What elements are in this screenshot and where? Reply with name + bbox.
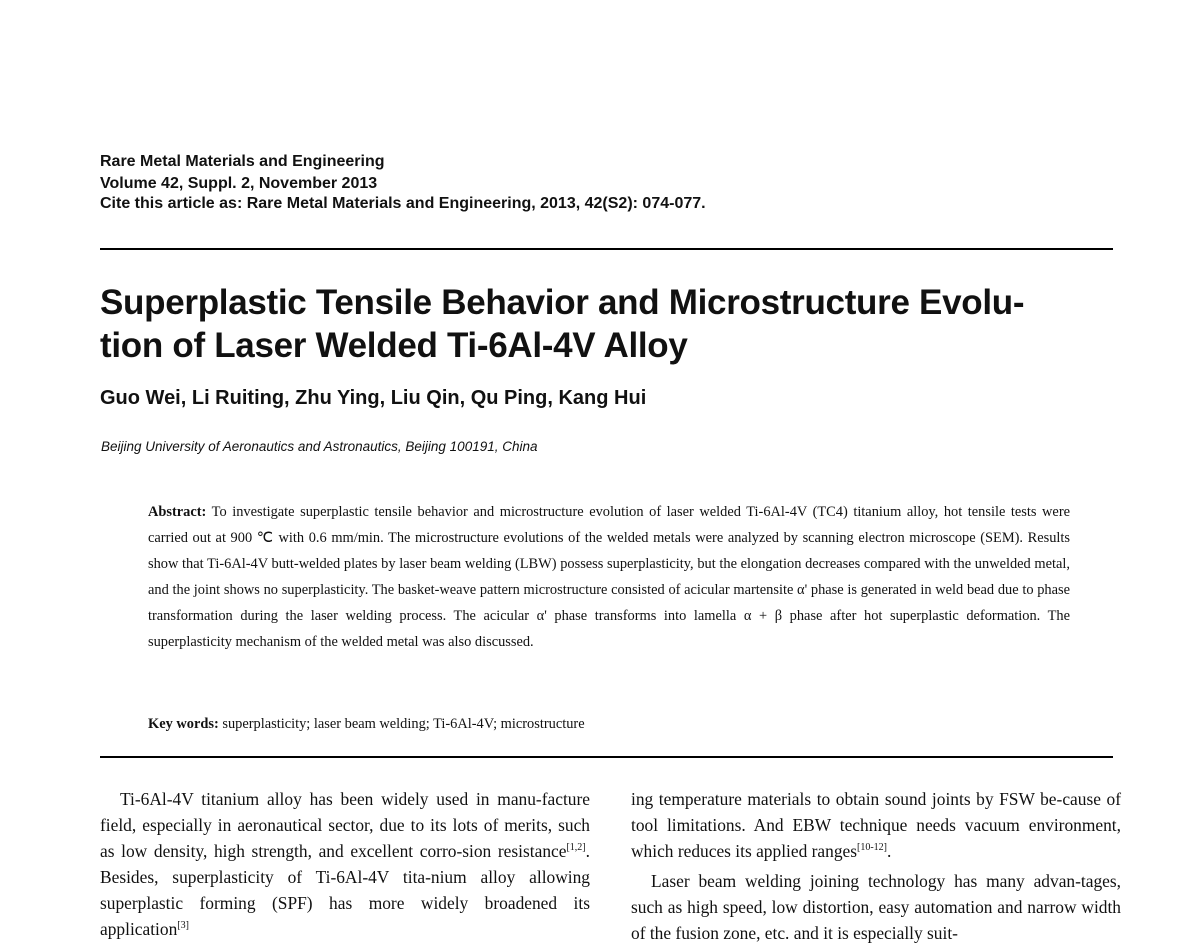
affiliation: Beijing University of Aeronautics and Astronautics, Beijing 100191, China xyxy=(101,439,538,454)
right-paragraph-text-1: ing temperature materials to obtain sound joints by FSW be-cause of tool limitations. And EBW technique needs vacuum environment, which reduces its applied ranges xyxy=(631,789,1121,861)
abstract-label: Abstract: xyxy=(148,504,207,520)
body-column-left xyxy=(100,786,590,942)
left-paragraph-text-2: . Besides, superplasticity of Ti-6Al-4V tita-nium alloy allowing superplastic forming (SPF) has more widely broadened its application xyxy=(100,841,590,939)
right-paragraph-2: Laser beam welding joining technology has many advan-tages, such as high speed, low distortion, easy automation and narrow width of the fusion zone, etc. and it is especially suit- xyxy=(631,871,1121,943)
abstract xyxy=(148,499,1070,655)
article-title xyxy=(100,281,1120,367)
journal-name: Rare Metal Materials and Engineering xyxy=(100,153,385,170)
journal-volume: Volume 42, Suppl. 2, November 2013 xyxy=(100,175,378,192)
keywords-text: superplasticity; laser beam welding; Ti-6Al-4V; microstructure xyxy=(222,716,585,732)
title-line-2: tion of Laser Welded Ti-6Al-4V Alloy xyxy=(100,326,688,365)
citation-ref: [10-12] xyxy=(857,842,888,854)
abstract-text: To investigate superplastic tensile behavior and microstructure evolution of laser welded Ti-6Al-4V (TC4) titanium alloy, hot tensile tests were carried out at 900 ℃ with 0.6 mm/min. The microstructure evolutions of the welded metals were analyzed by scanning electron microscope (SEM). Results show that Ti-6Al-4V butt-welded plates by laser beam welding (LBW) possess superplasticity, but the elongation decreases compared with the unwelded metal, and the joint shows no superplasticity. The basket-weave pattern microstructure consisted of acicular martensite α' phase is generated in weld bead due to phase transformation during the laser welding process. The acicular α' phase transforms into lamella α + β phase after hot superplastic deformation. The superplasticity mechanism of the welded metal was also discussed. xyxy=(148,504,1070,650)
author-list: Guo Wei, Li Ruiting, Zhu Ying, Liu Qin, Qu Ping, Kang Hui xyxy=(100,387,647,409)
keywords-label: Key words: xyxy=(148,716,219,732)
body-column-right xyxy=(631,786,1121,946)
citation-ref: [3] xyxy=(177,920,189,932)
keywords xyxy=(148,716,585,733)
citation-ref: [1,2] xyxy=(566,842,586,854)
header-divider xyxy=(100,248,1113,250)
right-paragraph-1: ing temperature materials to obtain sound joints by FSW be-cause of tool limitations. And EBW technique needs vacuum environment, which reduces its applied ranges[10-12]. xyxy=(631,789,1121,861)
left-paragraph xyxy=(100,786,590,942)
left-paragraph-text-1: Ti-6Al-4V titanium alloy has been widely used in manu-facture field, especially in aeronautical sector, due to its lots of merits, such as low density, high strength, and excellent corro-sion resistance xyxy=(100,789,590,861)
citation-line: Cite this article as: Rare Metal Materials and Engineering, 2013, 42(S2): 074-077. xyxy=(100,195,706,212)
abstract-divider xyxy=(100,756,1113,758)
title-line-1: Superplastic Tensile Behavior and Microstructure Evolu- xyxy=(100,283,1025,322)
